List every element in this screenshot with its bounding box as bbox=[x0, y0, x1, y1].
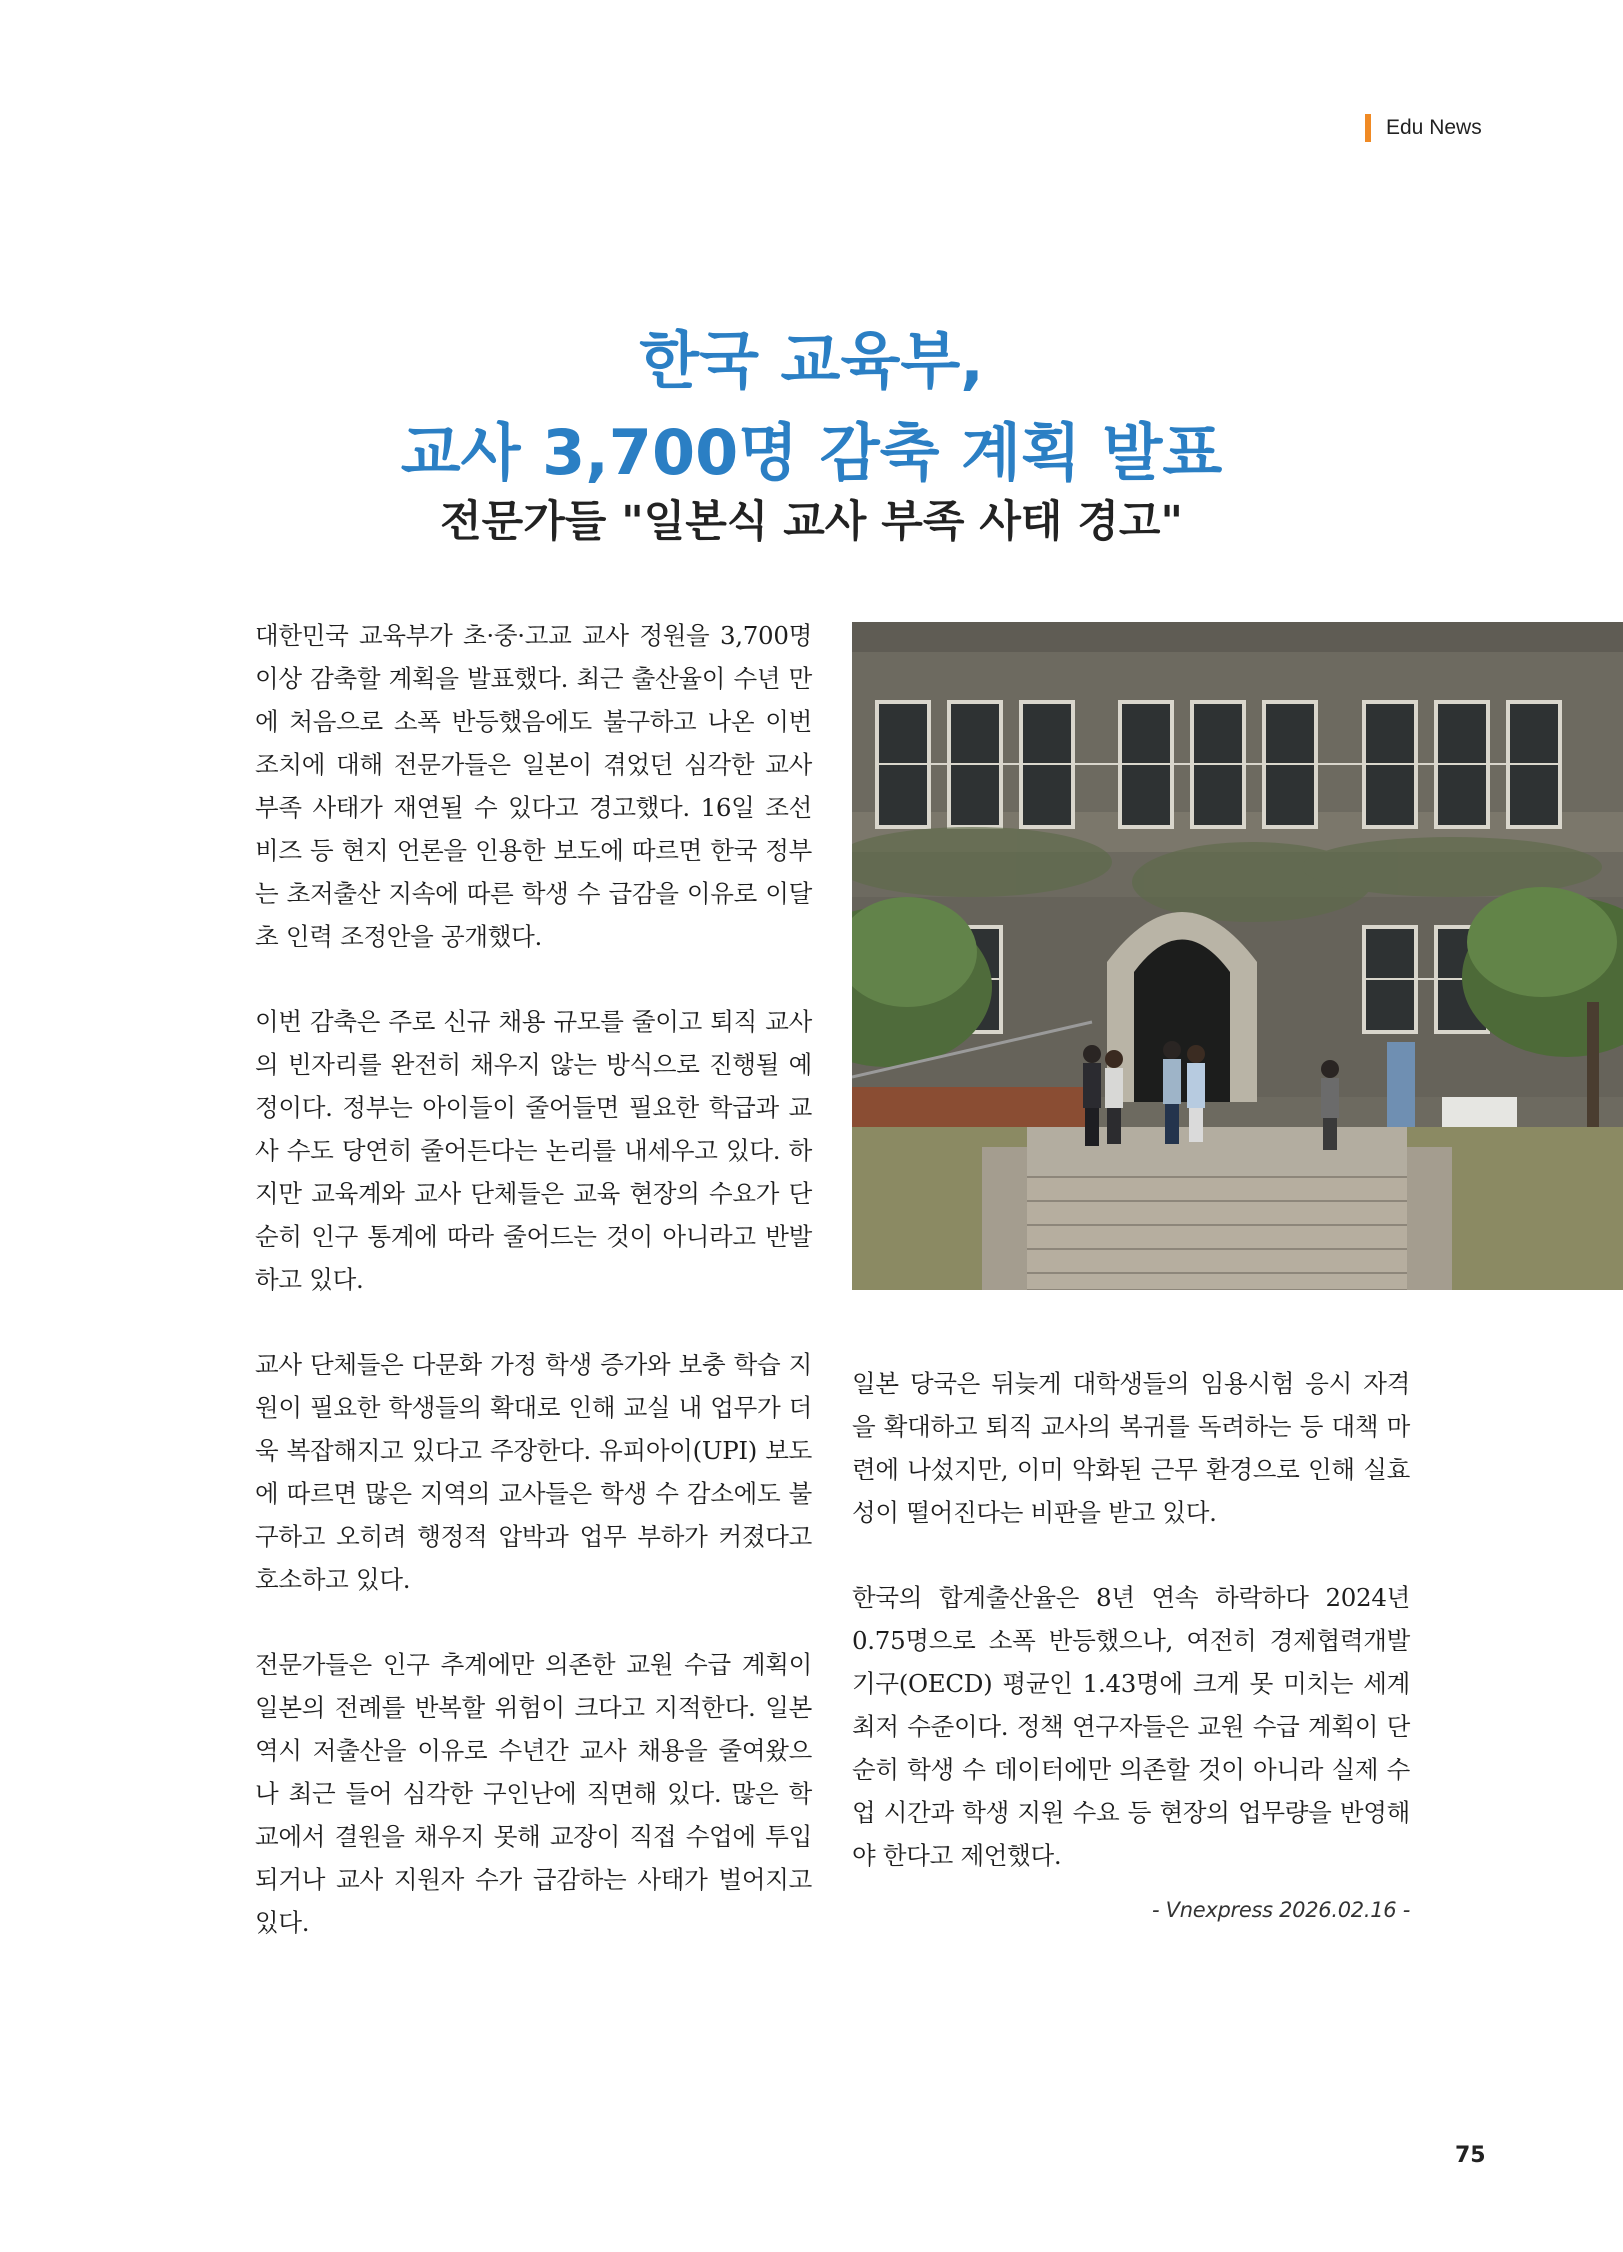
section-accent-bar bbox=[1365, 114, 1371, 142]
title-line-1: 한국 교육부, bbox=[639, 324, 984, 397]
left-text-column bbox=[255, 614, 812, 1986]
article-title bbox=[0, 315, 1623, 499]
paragraph-2: 이번 감축은 주로 신규 채용 규모를 줄이고 퇴직 교사의 빈자리를 완전히 채우지 않는 방식으로 진행될 예정이다. 정부는 아이들이 줄어들면 필요한 학급과 교사 수도 당연히 줄어든다는 논리를 내세우고 있다. 하지만 교육계와 교사 단체들은 교육 현장의 수요가 단순히 인구 통계에 따라 줄어드는 것이 아니라고 반발하고 있다. bbox=[255, 1007, 812, 1294]
paragraph-6: 한국의 합계출산율은 8년 연속 하락하다 2024년 0.75명으로 소폭 반등했으나, 여전히 경제협력개발기구(OECD) 평균인 1.43명에 크게 못 미치는 세계 최저 수준이다. 정책 연구자들은 교원 수급 계획이 단순히 학생 수 데이터에만 의존할 것이 아니라 실제 수업 시간과 학생 지원 수요 등 현장의 업무량을 반영해야 한다고 제언했다. bbox=[852, 1583, 1410, 1870]
article-subtitle: 전문가들 "일본식 교사 부족 사태 경고" bbox=[440, 497, 1183, 547]
title-line-2: 교사 3,700명 감축 계획 발표 bbox=[400, 416, 1223, 489]
paragraph-1: 대한민국 교육부가 초·중·고교 교사 정원을 3,700명 이상 감축할 계획을 발표했다. 최근 출산율이 수년 만에 처음으로 소폭 반등했음에도 불구하고 나온 이번 조치에 대해 전문가들은 일본이 겪었던 심각한 교사 부족 사태가 재연될 수 있다고 경고했다. 16일 조선비즈 등 현지 언론을 인용한 보도에 따르면 한국 정부는 초저출산 지속에 따른 학생 수 급감을 이유로 이달 초 인력 조정안을 공개했다. bbox=[255, 621, 812, 951]
section-tag bbox=[1365, 114, 1482, 142]
page-number: 75 bbox=[1455, 2143, 1486, 2168]
paragraph-4: 전문가들은 인구 추계에만 의존한 교원 수급 계획이 일본의 전례를 반복할 위험이 크다고 지적한다. 일본 역시 저출산을 이유로 수년간 교사 채용을 줄여왔으나 최근 들어 심각한 구인난에 직면해 있다. 많은 학교에서 결원을 채우지 못해 교장이 직접 수업에 투입되거나 교사 지원자 수가 급감하는 사태가 벌어지고 있다. bbox=[255, 1650, 812, 1937]
school-building-photo bbox=[852, 622, 1623, 1290]
section-label: Edu News bbox=[1386, 116, 1482, 139]
paragraph-5: 일본 당국은 뒤늦게 대학생들의 임용시험 응시 자격을 확대하고 퇴직 교사의 복귀를 독려하는 등 대책 마련에 나섰지만, 이미 악화된 근무 환경으로 인해 실효성이 떨어진다는 비판을 받고 있다. bbox=[852, 1369, 1410, 1527]
right-text-column bbox=[852, 1362, 1410, 1932]
paragraph-3: 교사 단체들은 다문화 가정 학생 증가와 보충 학습 지원이 필요한 학생들의 확대로 인해 교실 내 업무가 더욱 복잡해지고 있다고 주장한다. 유피아이(UPI) 보도에 따르면 많은 지역의 교사들은 학생 수 감소에도 불구하고 오히려 행정적 압박과 업무 부하가 커졌다고 호소하고 있다. bbox=[255, 1350, 812, 1594]
article-source: - Vnexpress 2026.02.16 - bbox=[1151, 1898, 1410, 1922]
